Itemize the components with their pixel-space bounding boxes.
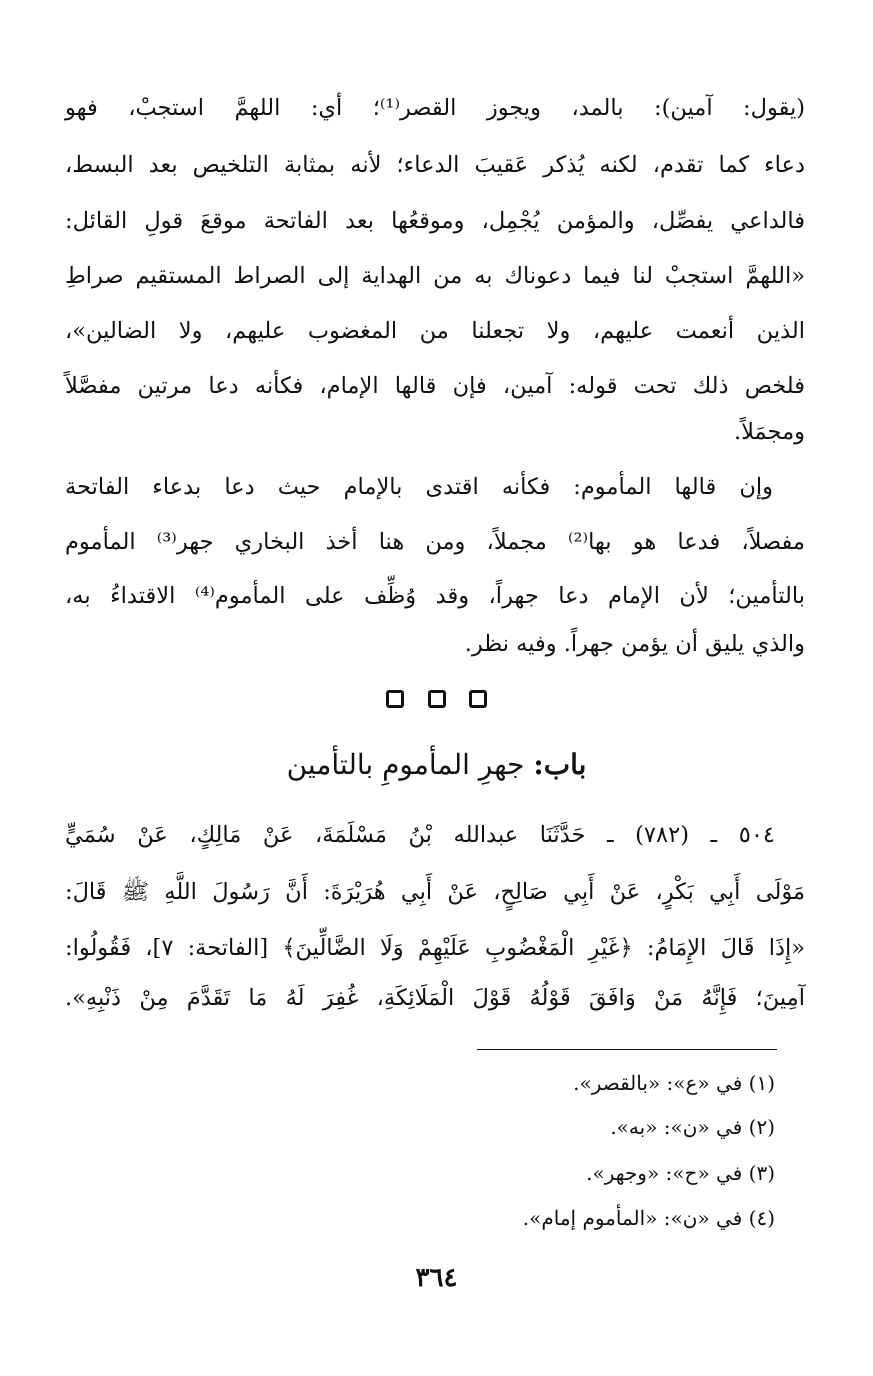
text-line: ومجمَلاً. [733,419,805,445]
text-line: مفصلاً، فدعا هو بها⁽²⁾ مجملاً، ومن هنا أخذ البخاري جهر⁽³⁾ المأموم [65,529,805,555]
chapter-heading [0,745,873,785]
text-line: «اللهمَّ استجبْ لنا فيما دعوناك به من الهداية إلى الصراط المستقيم صراطِ [65,263,805,289]
footnote: (٢) في «ن»: «به». [610,1115,775,1139]
chapter-label: باب: [533,748,587,781]
text-line: الذين أنعمت عليهم، ولا تجعلنا من المغضوب عليهم، ولا الضالين»، [65,318,805,344]
text-line: فالداعي يفصِّل، والمؤمن يُجْمِل، وموقعُها بعد الفاتحة موقعَ قولِ القائل: [65,208,805,234]
footnote: (١) في «ع»: «بالقصر». [573,1071,775,1095]
text-line: وإن قالها المأموم: فكأنه اقتدى بالإمام حيث دعا بدعاء الفاتحة [65,474,773,500]
text-line: فلخص ذلك تحت قوله: آمين، فإن قالها الإمام، فكأنه دعا مرتين مفصَّلاً [65,373,805,399]
text-line: (يقول: آمين): بالمد، ويجوز القصر⁽¹⁾؛ أي: اللهمَّ استجبْ، فهو [65,95,806,121]
text-line: ٥٠٤ ـ (٧٨٢) ـ حَدَّثَنَا عبدالله بْنُ مَسْلَمَةَ، عَنْ مَالِكٍ، عَنْ سُمَيٍّ [65,822,775,848]
text-line: والذي يليق أن يؤمن جهراً. وفيه نظر. [464,631,805,657]
footnote: (٣) في «ح»: «وجهر». [586,1161,775,1185]
text-line: آمِينَ؛ فَإِنَّهُ مَنْ وَافَقَ قَوْلُهُ قَوْلَ الْمَلَائِكَةِ، غُفِرَ لَهُ مَا تَقَدَّمَ مِنْ ذَنْبِهِ». [65,985,805,1011]
page-number: ٣٦٤ [415,1263,458,1293]
footnote-separator [477,1049,777,1050]
text-line: دعاء كما تقدم، لكنه يُذكر عَقيبَ الدعاء؛ لأنه بمثابة التلخيص بعد البسط، [65,152,805,178]
square-ornament-icon [469,690,487,708]
square-ornament-icon [386,690,404,708]
text-line: «إِذَا قَالَ الإِمَامُ: ﴿غَيْرِ الْمَغْضُوبِ عَلَيْهِمْ وَلَا الضَّالِّينَ﴾ [الفاتحة: ٧]، فَقُولُوا: [65,935,806,961]
chapter-title: جهرِ المأمومِ بالتأمين [286,748,525,781]
square-ornament-icon [428,690,446,708]
text-line: مَوْلَى أَبِي بَكْرٍ، عَنْ أَبِي صَالِحٍ، عَنْ أَبِي هُرَيْرَةَ: أَنَّ رَسُولَ اللَّهِ ﷺ قَالَ: [65,879,805,905]
footnote: (٤) في «ن»: «المأموم إمام». [522,1206,775,1230]
section-divider [0,690,873,712]
text-line: بالتأمين؛ لأن الإمام دعا جهراً، وقد وُظِّف على المأموم⁽⁴⁾ الاقتداءُ به، [65,583,806,609]
